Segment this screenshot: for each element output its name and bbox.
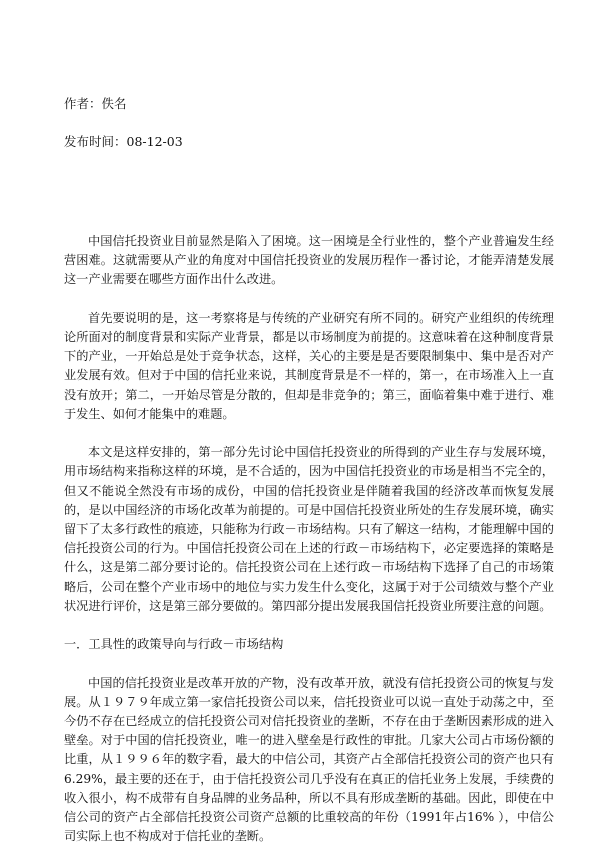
article-body	[64, 232, 554, 846]
paragraph-outline: 本文是这样安排的，第一部分先讨论中国信托投资业的所得到的产业生存与发展环境，用市场结构来指称这样的环境，是不合适的，因为中国信托投资业的市场是相当不完全的，但又不能说全然没有市场的成份，中国的信托投资业是伴随着我国的经济改革而恢复发展的，是以中国经济的市场化改革为前提的。可是中国信托投资业所处的生存发展环境，确实留下了太多行政性的痕迹，只能称为行政－市场结构。只有了解这一结构，才能理解中国的信托投资公司的行为。中国信托投资公司在上述的行政－市场结构下，必定要选择的策略是什么，这是第二部分要讨论的。信托投资公司在上述行政－市场结构下选择了自己的市场策略后，公司在整个产业市场中的地位与实力发生什么变化，这属于对于公司绩效与整个产业状况进行评价，这是第三部分要做的。第四部分提出发展我国信托投资业所要注意的问题。	[64, 445, 554, 613]
paragraph-intro: 中国信托投资业目前显然是陷入了困境。这一困境是全行业性的，整个产业普遍发生经营困难。这就需要从产业的角度对中国信托投资业的发展历程作一番讨论，才能弄清楚发展这一产业需要在哪些方面作出什么改进。	[64, 234, 554, 287]
paragraph-context: 首先要说明的是，这一考察将是与传统的产业研究有所不同的。研究产业组织的传统理论所面对的制度背景和实际产业背景，都是以市场制度为前提的。这意味着在这种制度背景下的产业，一开始总是处于竞争状态，这样，关心的主要是是否要限制集中、集中是否对产业发展有效。但对于中国的信托业来说，其制度背景是不一样的，第一，在市场准入上一直没有放开；第二，一开始尽管是分散的，但却是非竞争的；第三，面临着集中难于进行、难于发生、如何才能集中的难题。	[64, 310, 554, 421]
section-heading: 一．工具性的政策导向与行政－市场结构	[64, 637, 284, 652]
paragraph-section-1: 中国的信托投资业是改革开放的产物，没有改革开放，就没有信托投资公司的恢复与发展。从１９７９年成立第一家信托投资公司以来，信托投资业可以说一直处于动荡之中，至今仍不存在已经成立的信托投资公司对信托投资业的垄断，不存在由于垄断因素形成的进入壁垒。对于中国的信托投资业，唯一的进入壁垒是行政性的审批。几家大公司占市场份额的比重，从１９９６年的数字看，最大的中信公司，其资产占全部信托投资公司的资产也只有6.29%，最主要的还在于，由于信托投资公司几乎没有在真正的信托业务上发展，手续费的收入很小，构不成带有自身品牌的业务品种，所以不具有形成垄断的基础。因此，即使在中信公司的资产占全部信托投资公司资产总额的比重较高的年份（1991年占16% ），中信公司实际上也不构成对于信托业的垄断。	[64, 675, 554, 844]
author-line: 作者：佚名	[64, 96, 127, 111]
publish-date-line: 发布时间：08-12-03	[64, 134, 183, 149]
